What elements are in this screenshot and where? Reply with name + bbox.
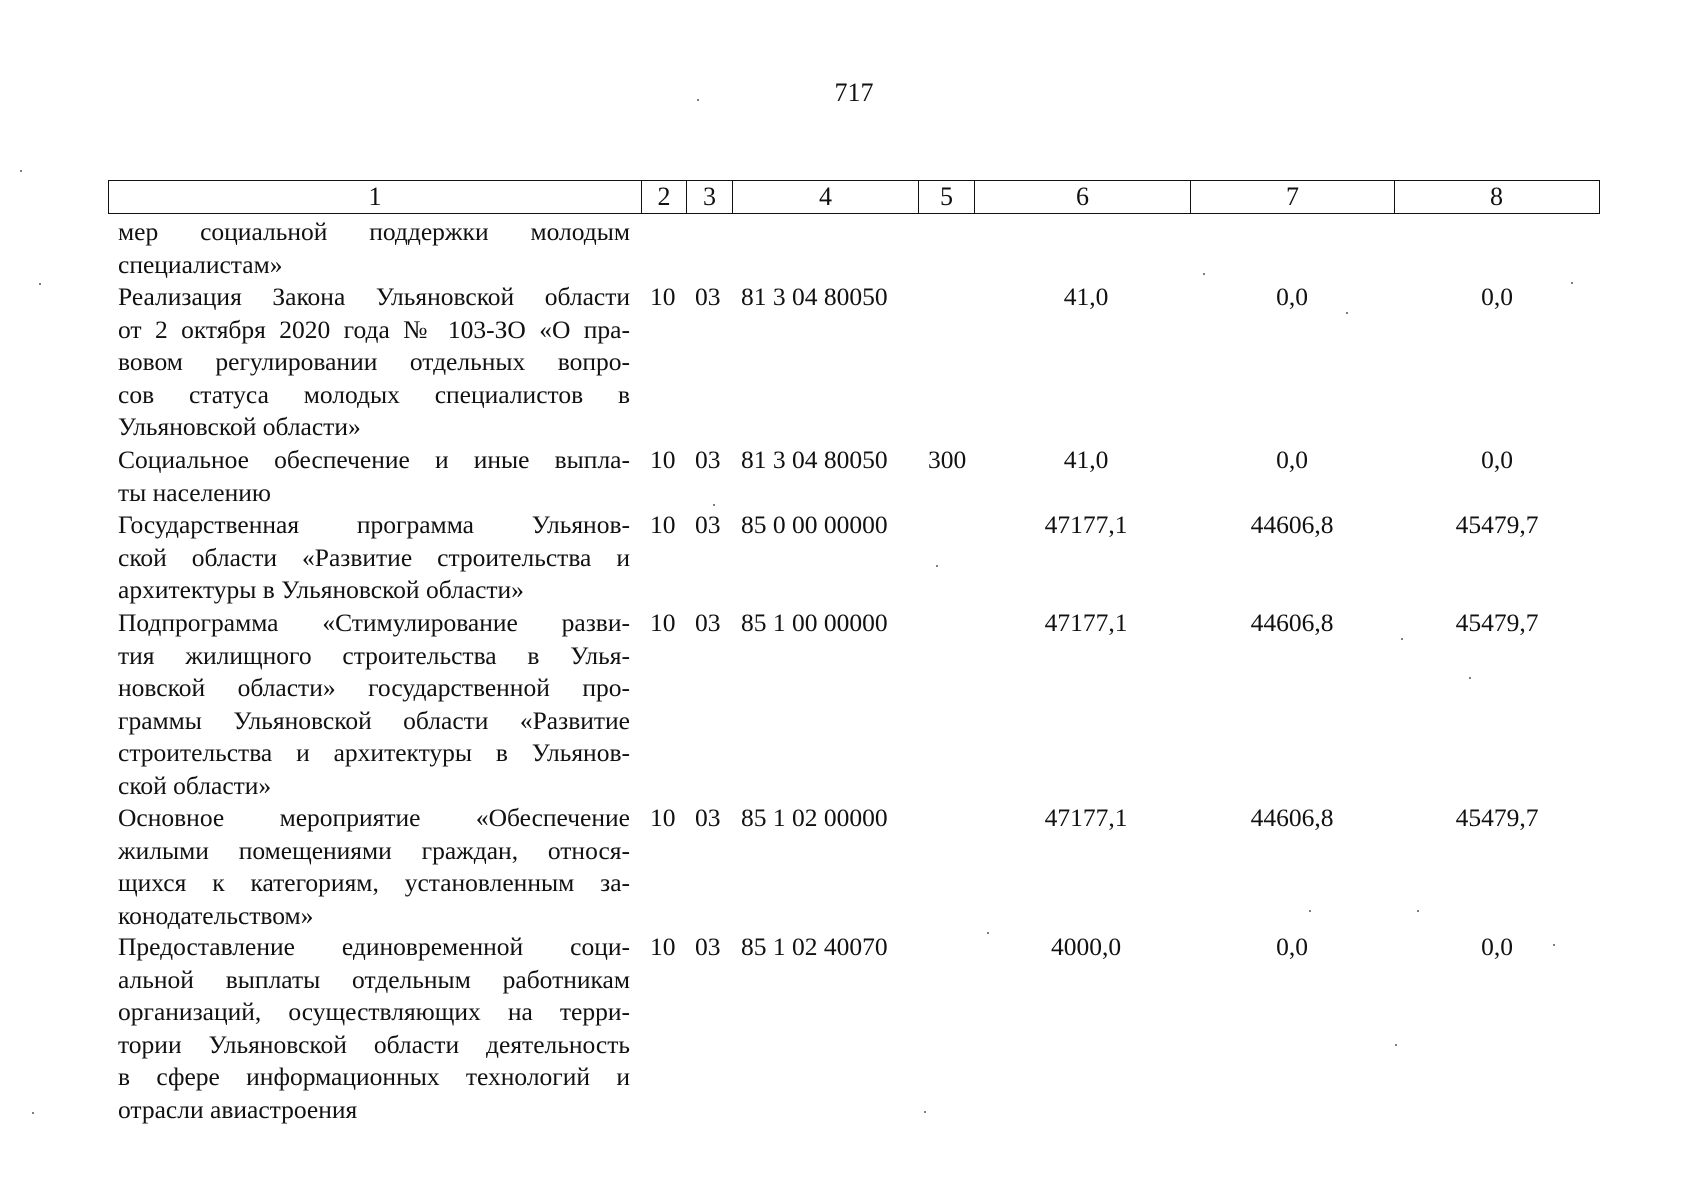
row-1-col-2: 10 — [650, 282, 676, 311]
row-6-col-4: 85 1 02 40070 — [741, 932, 888, 961]
row-2-line: ты населению — [118, 477, 271, 507]
row-1-line: от 2 октября 2020 года № 103-ЗО «О пра- — [118, 314, 630, 344]
scan-speck — [987, 932, 989, 934]
table-header-row — [108, 180, 1600, 214]
scan-speck — [20, 170, 22, 172]
row-0-description — [118, 216, 630, 281]
scan-speck — [1395, 1044, 1397, 1046]
scan-speck — [697, 99, 699, 101]
row-4-line: Подпрограмма «Стимулирование разви- — [118, 608, 630, 637]
scan-speck — [1401, 638, 1403, 640]
row-2-col-7: 0,0 — [1276, 445, 1308, 474]
row-3-description — [118, 509, 630, 607]
scan-speck — [1309, 910, 1311, 912]
row-4-description — [118, 607, 630, 802]
row-6-col-2: 10 — [650, 932, 676, 961]
row-1-line: сов статуса молодых специалистов в — [118, 379, 630, 409]
header-col-7: 7 — [1190, 181, 1394, 213]
row-5-line: Основное мероприятие «Обеспечение — [118, 803, 630, 832]
row-6-col-7: 0,0 — [1276, 932, 1308, 961]
row-4-col-4: 85 1 00 00000 — [741, 608, 888, 637]
row-5-col-8: 45479,7 — [1455, 803, 1539, 832]
row-0-line: специалистам» — [118, 249, 283, 279]
row-6-line: альной выплаты отдельным работникам — [118, 964, 630, 994]
row-1-col-4: 81 3 04 80050 — [741, 282, 888, 311]
row-2-col-3: 03 — [695, 445, 721, 474]
scan-speck — [1571, 282, 1573, 284]
row-2-col-8: 0,0 — [1481, 445, 1513, 474]
row-1-col-8: 0,0 — [1481, 282, 1513, 311]
row-3-line: ской области «Развитие строительства и — [118, 542, 630, 572]
row-5-line: конодательством» — [118, 900, 314, 930]
row-1-col-7: 0,0 — [1276, 282, 1308, 311]
row-1-line: Ульяновской области» — [118, 412, 361, 441]
row-6-line: организаций, осуществляющих на терри- — [118, 997, 630, 1026]
row-2-line: Социальное обеспечение и иные выпла- — [118, 445, 630, 474]
header-col-3: 3 — [686, 181, 732, 213]
row-5-line: щихся к категориям, установленным за- — [118, 868, 630, 897]
row-1-description — [118, 281, 630, 444]
header-col-6: 6 — [974, 181, 1190, 213]
row-4-line: тия жилищного строительства в Улья- — [118, 640, 630, 670]
scan-speck — [1203, 273, 1205, 275]
row-2-col-2: 10 — [650, 445, 676, 474]
row-1-line: вовом регулировании отдельных вопро- — [118, 347, 630, 376]
row-5-description — [118, 802, 630, 932]
row-6-col-8: 0,0 — [1481, 932, 1513, 961]
row-4-line: ской области» — [118, 770, 272, 800]
row-6-col-3: 03 — [695, 932, 721, 961]
page-number: 717 — [834, 78, 874, 107]
row-5-col-6: 47177,1 — [1044, 803, 1128, 832]
row-6-line: Предоставление единовременной соци- — [118, 932, 630, 961]
row-3-col-2: 10 — [650, 510, 676, 539]
row-5-col-3: 03 — [695, 803, 721, 832]
header-col-1: 1 — [368, 182, 382, 211]
row-2-col-5: 300 — [928, 445, 967, 474]
row-3-col-4: 85 0 00 00000 — [741, 510, 888, 539]
row-5-line: жилыми помещениями граждан, относя- — [118, 835, 630, 865]
row-2-col-6: 41,0 — [1063, 445, 1109, 474]
header-col-2: 2 — [641, 181, 686, 213]
row-6-description — [118, 931, 630, 1126]
row-4-line: граммы Ульяновской области «Развитие — [118, 705, 630, 735]
scan-speck — [1417, 910, 1419, 912]
row-3-line: архитектуры в Ульяновской области» — [118, 575, 524, 604]
row-5-col-4: 85 1 02 00000 — [741, 803, 888, 832]
row-1-col-6: 41,0 — [1063, 282, 1109, 311]
scan-speck — [1469, 677, 1471, 679]
row-4-col-7: 44606,8 — [1250, 608, 1334, 637]
row-6-line: отрасли авиастроения — [118, 1094, 358, 1124]
row-4-col-3: 03 — [695, 608, 721, 637]
scan-speck — [713, 504, 715, 506]
row-4-col-8: 45479,7 — [1455, 608, 1539, 637]
row-6-line: в сфере информационных технологий и — [118, 1062, 630, 1091]
scan-speck — [32, 1112, 34, 1114]
scan-speck — [924, 1111, 926, 1113]
row-3-line: Государственная программа Ульянов- — [118, 510, 630, 539]
row-4-line: новской области» государственной про- — [118, 673, 630, 702]
row-5-col-2: 10 — [650, 803, 676, 832]
scan-speck — [39, 283, 41, 285]
row-0-line: мер социальной поддержки молодым — [118, 217, 630, 246]
row-3-col-8: 45479,7 — [1455, 510, 1539, 539]
row-2-description — [118, 444, 630, 509]
row-6-line: тории Ульяновской области деятельность — [118, 1029, 630, 1059]
row-1-line: Реализация Закона Ульяновской области — [118, 282, 630, 311]
row-1-col-3: 03 — [695, 282, 721, 311]
header-col-5: 5 — [918, 181, 974, 213]
row-4-line: строительства и архитектуры в Ульянов- — [118, 738, 630, 767]
row-3-col-7: 44606,8 — [1250, 510, 1334, 539]
row-2-col-4: 81 3 04 80050 — [741, 445, 888, 474]
header-col-8: 8 — [1394, 181, 1598, 213]
row-6-col-6: 4000,0 — [1050, 932, 1122, 961]
row-3-col-6: 47177,1 — [1044, 510, 1128, 539]
scan-speck — [936, 565, 938, 567]
row-3-col-3: 03 — [695, 510, 721, 539]
header-col-4: 4 — [732, 181, 918, 213]
scan-speck — [1346, 312, 1348, 314]
row-4-col-2: 10 — [650, 608, 676, 637]
row-4-col-6: 47177,1 — [1044, 608, 1128, 637]
row-5-col-7: 44606,8 — [1250, 803, 1334, 832]
scan-speck — [1553, 944, 1555, 946]
